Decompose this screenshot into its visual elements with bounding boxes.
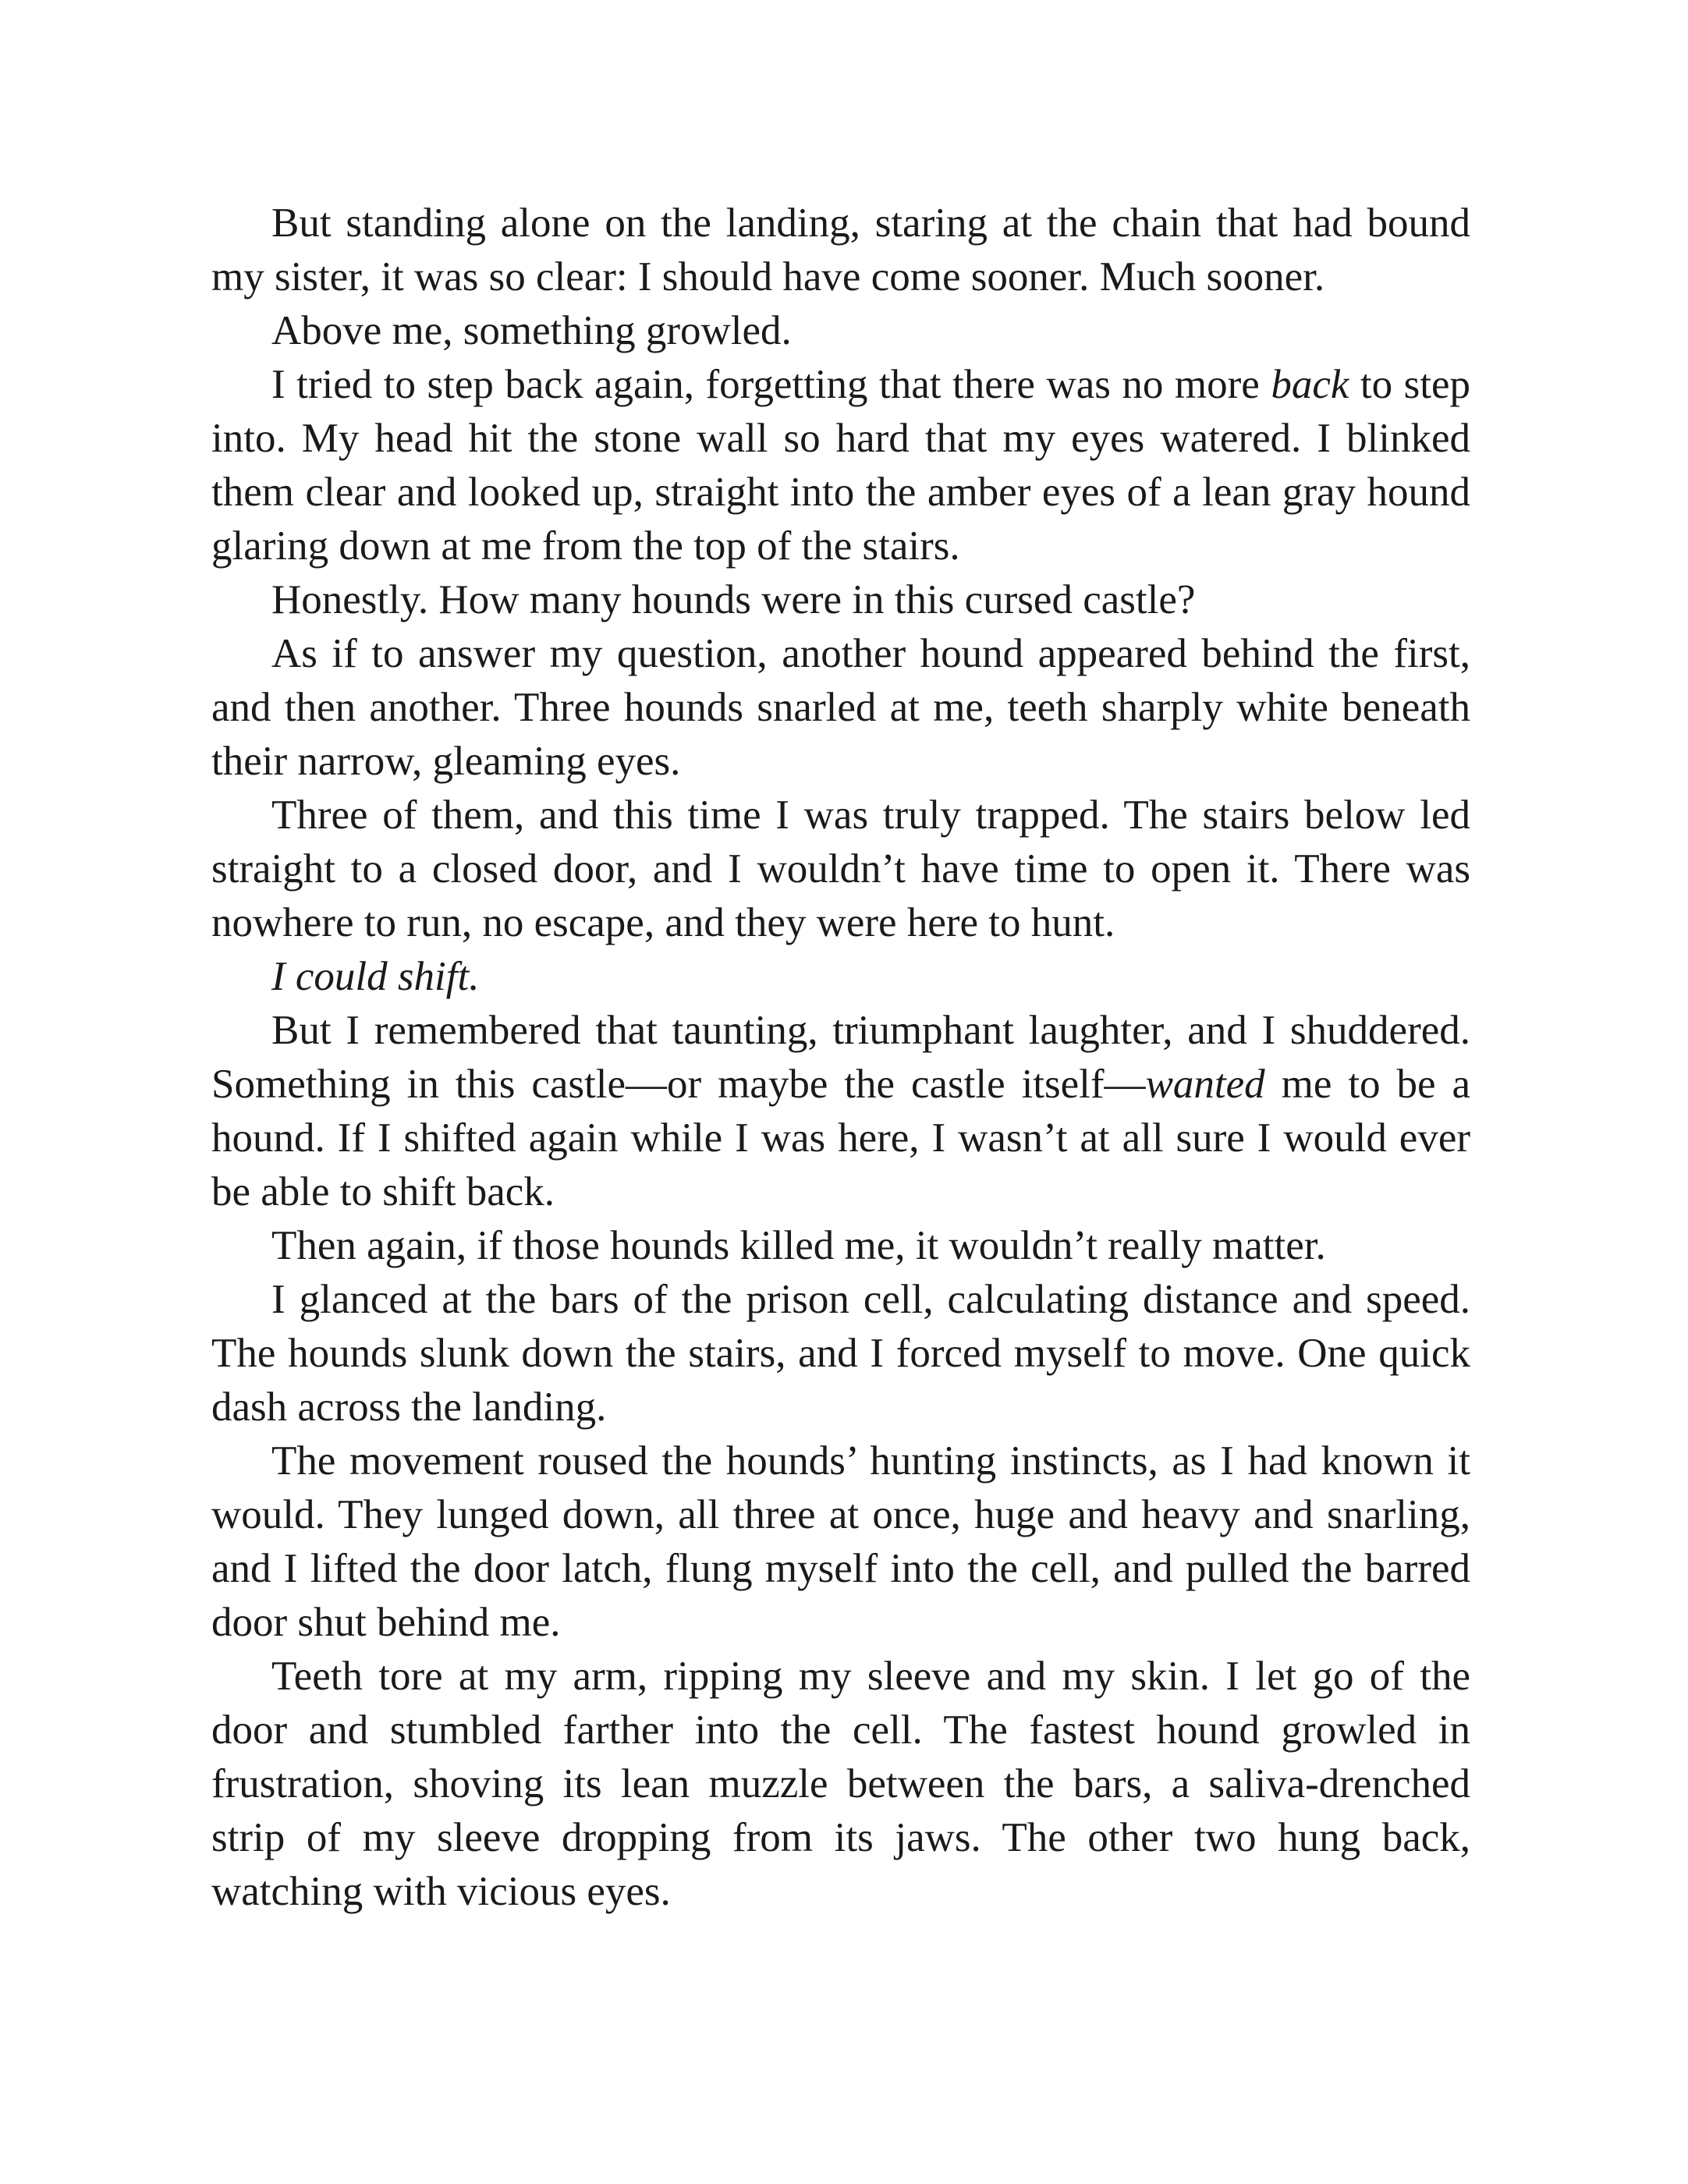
paragraph-9: Then again, if those hounds killed me, it wouldn’t really matter.: [271, 1223, 1326, 1268]
paragraph-3: [211, 358, 1470, 573]
paragraph-8-text-before: But I remembered that taunting, triumphant laughter, and I shuddered. Something in this castle—or maybe the castle itself—: [211, 1008, 1470, 1107]
paragraph-11: The movement roused the hounds’ hunting instincts, as I had known it would. They lunged down, all three at once, huge and heavy and snarling, and I lifted the door latch, flung myself into the cell, and pulled the barred door shut behind me.: [211, 1438, 1470, 1645]
paragraph-8-emphasis: wanted: [1145, 1062, 1265, 1107]
paragraph-7-emphasis: I could shift.: [271, 954, 480, 999]
paragraph-1: But standing alone on the landing, staring at the chain that had bound my sister, it was so clear: I should have come sooner. Much sooner.: [211, 200, 1470, 300]
paragraph-5: As if to answer my question, another hound appeared behind the first, and then another. Three hounds snarled at me, teeth sharply white beneath their narrow, gleaming eyes.: [211, 631, 1470, 784]
paragraph-12: Teeth tore at my arm, ripping my sleeve and my skin. I let go of the door and stumbled farther into the cell. The fastest hound growled in frustration, shoving its lean muzzle between the bars, a saliva-drenched strip of my sleeve dropping from its jaws. The other two hung back, watching with vicious eyes.: [211, 1654, 1470, 1914]
paragraph-6: Three of them, and this time I was truly trapped. The stairs below led straight to a closed door, and I wouldn’t have time to open it. There was nowhere to run, no escape, and they were here to hunt.: [211, 792, 1470, 945]
paragraph-3-emphasis: back: [1271, 362, 1349, 407]
paragraph-8-text-after: me to be a hound. If I shifted again while I was here, I wasn’t at all sure I would ever be able to shift back.: [211, 1062, 1470, 1214]
paragraph-2: Above me, something growled.: [271, 308, 792, 353]
paragraph-3-text-before: I tried to step back again, forgetting that there was no more: [271, 362, 1271, 407]
paragraph-4: Honestly. How many hounds were in this cursed castle?: [271, 577, 1196, 622]
paragraph-7: [211, 950, 1470, 1004]
book-page-body: [211, 197, 1470, 1919]
paragraph-8: [211, 1004, 1470, 1219]
paragraph-3-text-after: to step into. My head hit the stone wall so hard that my eyes watered. I blinked them clear and looked up, straight into the amber eyes of a lean gray hound glaring down at me from the top of the stairs.: [211, 362, 1470, 569]
paragraph-10: I glanced at the bars of the prison cell, calculating distance and speed. The hounds slunk down the stairs, and I forced myself to move. One quick dash across the landing.: [211, 1277, 1470, 1430]
